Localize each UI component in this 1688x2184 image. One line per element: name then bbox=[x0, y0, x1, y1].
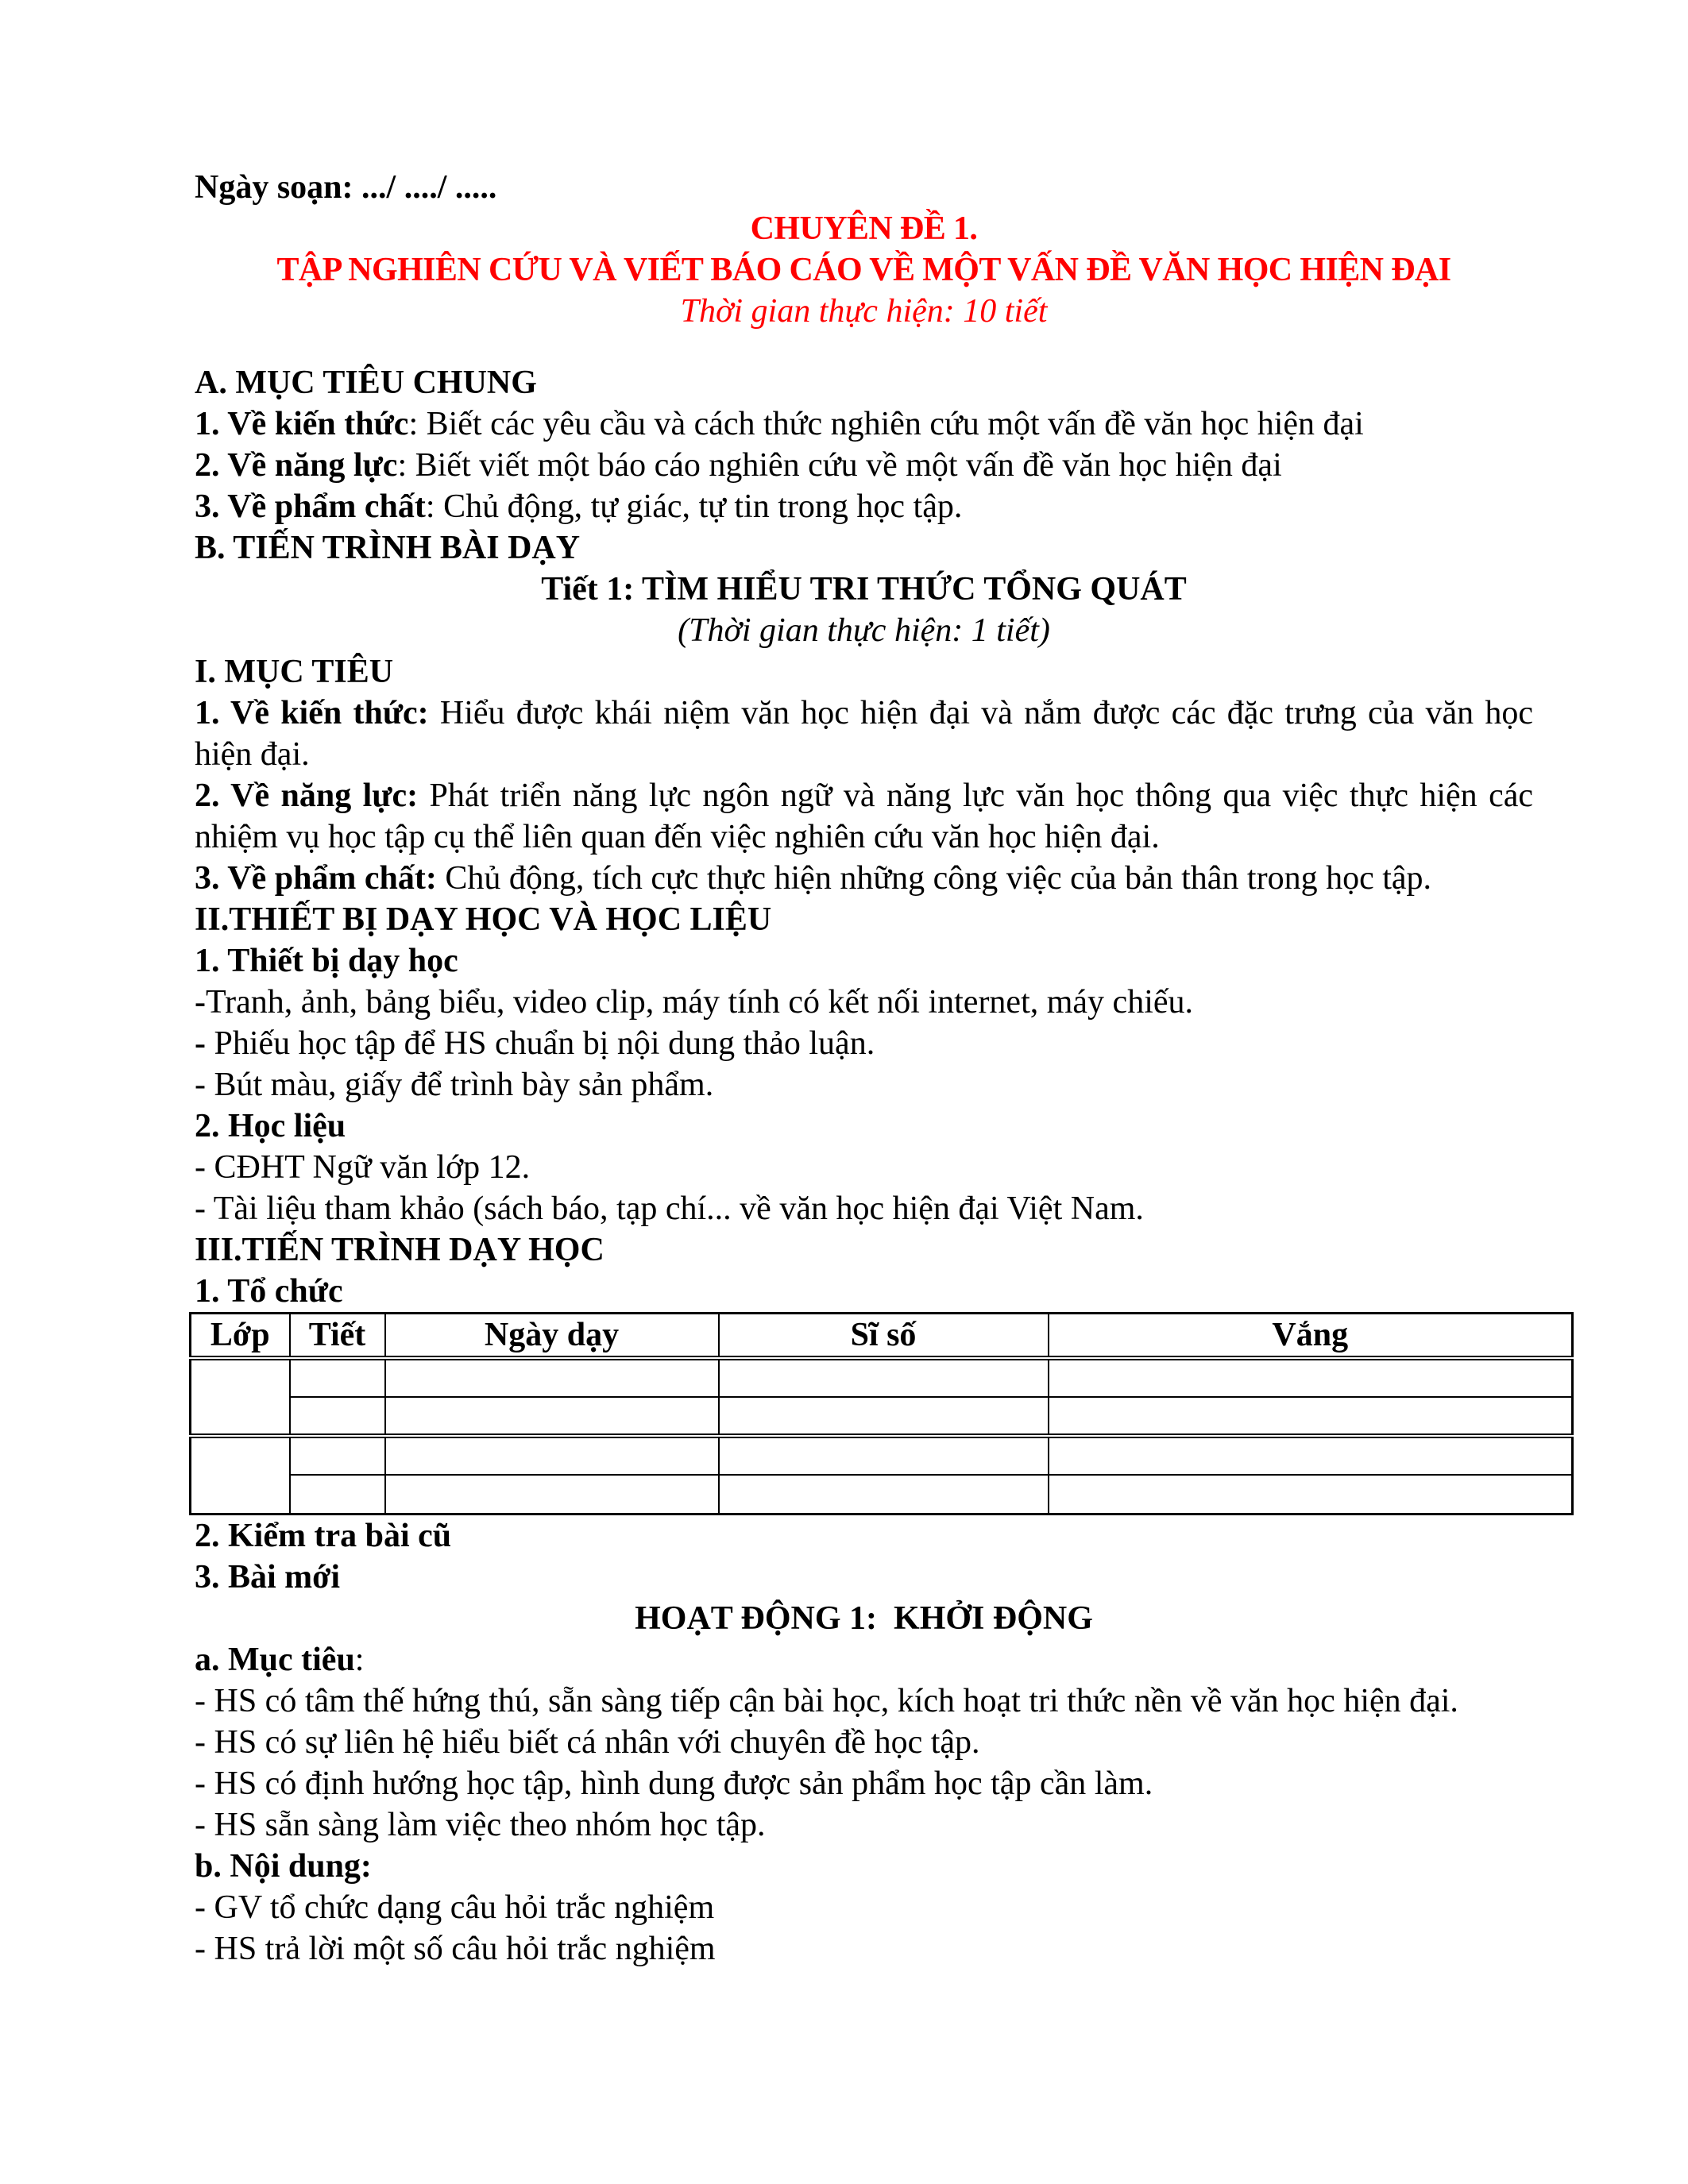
table-cell bbox=[1049, 1397, 1573, 1436]
text-run: - HS có định hướng học tập, hình dung được sản phẩm học tập cần làm. bbox=[195, 1765, 1153, 1802]
table-cell bbox=[290, 1436, 385, 1475]
text-run: 1. Thiết bị dạy học bbox=[195, 943, 458, 979]
paragraph bbox=[195, 1639, 1533, 1680]
table-cell bbox=[719, 1397, 1049, 1436]
paragraph bbox=[195, 1229, 1533, 1271]
text-run: - HS sẵn sàng làm việc theo nhóm học tập. bbox=[195, 1806, 766, 1843]
table-row bbox=[191, 1397, 1573, 1436]
paragraph bbox=[195, 651, 1533, 693]
text-run: 3. Về phẩm chất: bbox=[195, 860, 437, 897]
table-header-cell: Vắng bbox=[1049, 1314, 1573, 1359]
text-run: - GV tổ chức dạng câu hỏi trắc nghiệm bbox=[195, 1889, 715, 1926]
text-run: 1. Về kiến thức: bbox=[195, 695, 429, 731]
table-cell bbox=[1049, 1358, 1573, 1397]
attendance-table bbox=[189, 1312, 1574, 1515]
paragraph bbox=[195, 1147, 1533, 1188]
paragraph bbox=[195, 362, 1533, 403]
paragraph bbox=[195, 291, 1533, 332]
text-run: I. MỤC TIÊU bbox=[195, 654, 394, 690]
text-run: 2. Về năng lực: bbox=[195, 778, 419, 814]
paragraph bbox=[195, 1887, 1533, 1928]
table-cell bbox=[385, 1397, 719, 1436]
paragraph bbox=[195, 569, 1533, 610]
paragraph bbox=[195, 858, 1533, 899]
table-cell bbox=[719, 1436, 1049, 1475]
text-run: - bbox=[195, 1025, 206, 1062]
text-run: A. MỤC TIÊU CHUNG bbox=[195, 365, 537, 401]
table-cell-lop bbox=[191, 1358, 290, 1436]
text-run: HOẠT ĐỘNG 1: KHỞI ĐỘNG bbox=[635, 1599, 1093, 1637]
paragraph bbox=[195, 1722, 1533, 1763]
table-header-cell: Lớp bbox=[191, 1314, 290, 1359]
text-run: - HS trả lời một số câu hỏi trắc nghiệm bbox=[195, 1930, 716, 1967]
paragraph bbox=[195, 1271, 1533, 1312]
paragraph bbox=[195, 1557, 1533, 1598]
paragraph bbox=[195, 167, 1533, 208]
paragraph bbox=[195, 527, 1533, 569]
paragraph bbox=[195, 1804, 1533, 1846]
paragraph bbox=[195, 1023, 1533, 1064]
text-run: II.THIẾT BỊ DẠY HỌC VÀ HỌC LIỆU bbox=[195, 901, 772, 938]
text-run: Phiếu học tập để HS chuẩn bị nội dung thảo luận. bbox=[206, 1025, 875, 1062]
text-run: : Biết viết một báo cáo nghiên cứu về một vấn đề văn học hiện đại bbox=[397, 447, 1282, 484]
text-run: - bbox=[195, 984, 206, 1021]
text-run: 2. Về năng lực bbox=[195, 447, 398, 484]
paragraph bbox=[195, 403, 1533, 445]
paragraph bbox=[195, 982, 1533, 1023]
paragraph bbox=[195, 1064, 1533, 1106]
table-cell-lop bbox=[191, 1436, 290, 1514]
paragraph bbox=[195, 610, 1533, 651]
text-run: Phát triển năng lực ngôn ngữ và năng lực văn học thông qua việc thực hiện các nhiệm vụ học tập cụ thể liên quan đến việc nghiên cứu văn học hiện đại. bbox=[195, 778, 1542, 855]
text-run: - HS có tâm thế hứng thú, sẵn sàng tiếp cận bài học, kích hoạt tri thức nền về văn học hiện đại. bbox=[195, 1682, 1458, 1719]
text-run: 3. Về phẩm chất bbox=[195, 488, 426, 525]
paragraph bbox=[195, 1846, 1533, 1887]
paragraph bbox=[195, 249, 1533, 291]
paragraph bbox=[195, 445, 1533, 486]
paragraph bbox=[195, 208, 1533, 249]
table-cell bbox=[290, 1475, 385, 1514]
text-run: b. Nội dung: bbox=[195, 1847, 372, 1885]
table-cell bbox=[385, 1436, 719, 1475]
text-run: - CĐHT Ngữ văn lớp 12. bbox=[195, 1149, 531, 1186]
paragraph bbox=[195, 775, 1542, 858]
table-row bbox=[191, 1436, 1573, 1475]
table-row bbox=[191, 1358, 1573, 1397]
paragraph bbox=[195, 899, 1533, 940]
paragraph bbox=[195, 1680, 1533, 1722]
text-run: a. Mục tiêu bbox=[195, 1641, 355, 1678]
paragraph bbox=[195, 1188, 1533, 1229]
paragraph bbox=[195, 1763, 1533, 1804]
table-cell bbox=[385, 1475, 719, 1514]
paragraph bbox=[195, 1515, 1533, 1557]
table-cell bbox=[385, 1358, 719, 1397]
text-run: TẬP NGHIÊN CỨU VÀ VIẾT BÁO CÁO VỀ MỘT VẤN ĐỀ VĂN HỌC HIỆN ĐẠI bbox=[276, 252, 1451, 288]
text-run: III.TIẾN TRÌNH DẠY HỌC bbox=[195, 1232, 605, 1268]
paragraph bbox=[195, 486, 1533, 527]
text-run: - HS có sự liên hệ hiểu biết cá nhân với chuyên đề học tập. bbox=[195, 1723, 980, 1761]
text-run: Tiết 1: TÌM HIỂU TRI THỨC TỔNG QUÁT bbox=[541, 571, 1187, 608]
text-run: 1. Về kiến thức bbox=[195, 406, 409, 442]
table-header-cell: Sĩ số bbox=[719, 1314, 1049, 1359]
text-run: Ngày soạn: .../ ..../ ..... bbox=[195, 169, 497, 206]
text-run: B. TIẾN TRÌNH BÀI DẠY bbox=[195, 530, 581, 566]
table-row bbox=[191, 1475, 1573, 1514]
text-run: 1. Tổ chức bbox=[195, 1273, 343, 1310]
paragraph bbox=[195, 1928, 1533, 1970]
text-run: Tranh, ảnh, bảng biểu, video clip, máy tính có kết nối internet, máy chiếu. bbox=[206, 984, 1193, 1021]
paragraph bbox=[195, 940, 1533, 982]
text-run: Hiểu được khái niệm văn học hiện đại và nắm được các đặc trưng của văn học hiện đại. bbox=[195, 695, 1542, 773]
paragraph bbox=[195, 1598, 1533, 1639]
table-cell bbox=[719, 1358, 1049, 1397]
paragraph bbox=[195, 1106, 1533, 1147]
text-run: 2. Học liệu bbox=[195, 1108, 346, 1144]
text-run: : Biết các yêu cầu và cách thức nghiên cứu một vấn đề văn học hiện đại bbox=[408, 406, 1364, 442]
text-run: - Tài liệu tham khảo (sách báo, tạp chí... về văn học hiện đại Việt Nam. bbox=[195, 1190, 1144, 1227]
text-run: : Chủ động, tự giác, tự tin trong học tập. bbox=[425, 488, 963, 525]
text-run: : bbox=[354, 1641, 365, 1678]
table-cell bbox=[1049, 1436, 1573, 1475]
text-run: 2. Kiểm tra bài cũ bbox=[195, 1517, 452, 1554]
text-run: 3. Bài mới bbox=[195, 1558, 341, 1596]
spacer bbox=[195, 332, 1533, 362]
table-header-cell: Ngày dạy bbox=[385, 1314, 719, 1359]
table-header-cell: Tiết bbox=[290, 1314, 385, 1359]
table-cell bbox=[719, 1475, 1049, 1514]
text-run: - Bút màu, giấy để trình bày sản phẩm. bbox=[195, 1067, 714, 1103]
text-run: Thời gian thực hiện: 10 tiết bbox=[680, 293, 1048, 330]
text-run: CHUYÊN ĐỀ 1. bbox=[750, 210, 978, 247]
table-header-row bbox=[191, 1314, 1573, 1359]
table-cell bbox=[290, 1397, 385, 1436]
text-run: Chủ động, tích cực thực hiện những công việc của bản thân trong học tập. bbox=[436, 860, 1432, 897]
table-cell bbox=[290, 1358, 385, 1397]
table-cell bbox=[1049, 1475, 1573, 1514]
text-run: (Thời gian thực hiện: 1 tiết) bbox=[678, 612, 1050, 649]
paragraph bbox=[195, 693, 1542, 775]
